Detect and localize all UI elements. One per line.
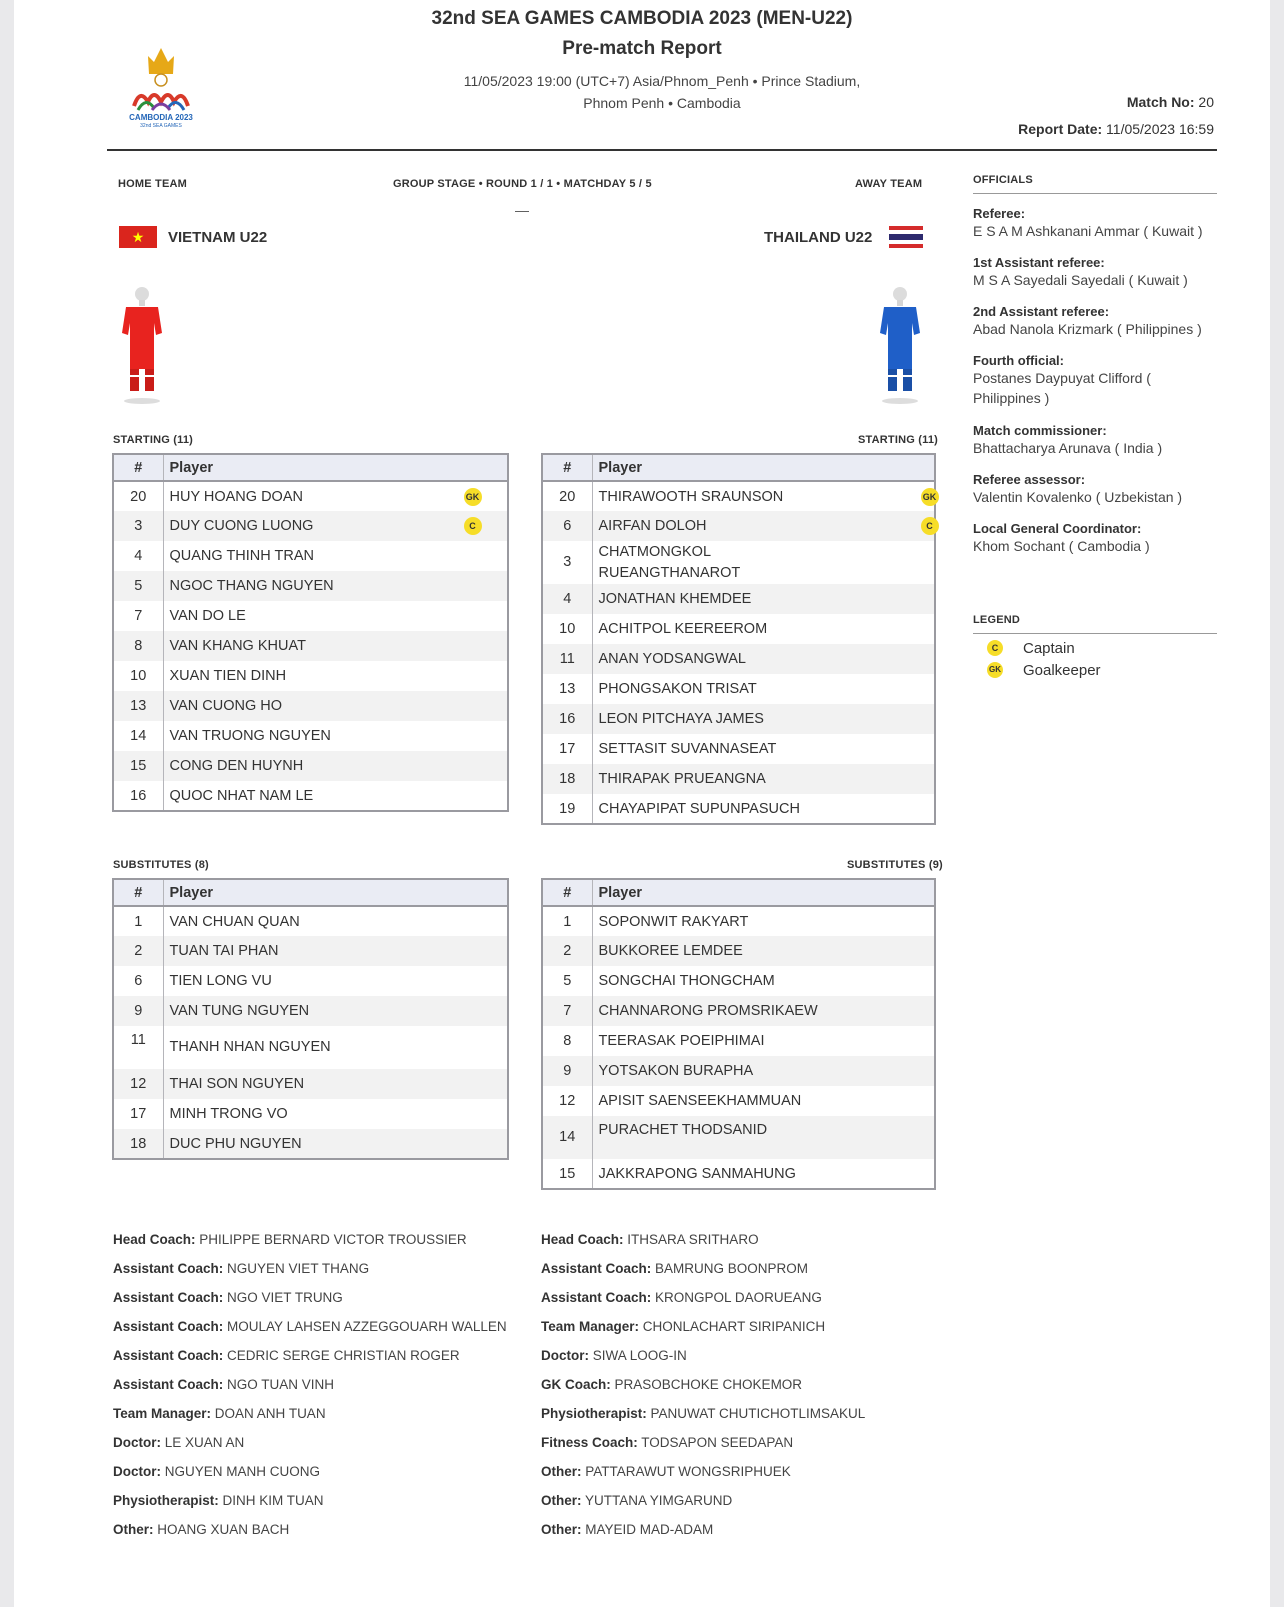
vietnam-flag-icon: ★	[119, 226, 157, 248]
table-row	[542, 481, 935, 511]
staff-name: YUTTANA YIMGARUND	[585, 1493, 733, 1508]
player-number: 16	[113, 781, 163, 811]
player-name: ACHITPOL KEEREEROM	[598, 621, 768, 637]
player-name-text: DUY CUONG LUONG	[169, 518, 314, 534]
staff-role: Assistant Coach:	[541, 1261, 652, 1276]
official-name: Khom Sochant ( Cambodia )	[973, 538, 1150, 554]
official-item	[973, 206, 1223, 255]
staff-name: KRONGPOL DAORUEANG	[655, 1290, 822, 1305]
staff-role: Fitness Coach:	[541, 1435, 638, 1450]
staff-name: DINH KIM TUAN	[222, 1493, 324, 1508]
goalkeeper-badge-icon: GK	[987, 662, 1003, 678]
legend-label: Captain	[1023, 639, 1075, 657]
staff-role: Other:	[541, 1464, 582, 1479]
captain-badge-icon: C	[921, 517, 939, 535]
table-row	[113, 571, 508, 601]
report-date-label: Report Date:	[1018, 121, 1103, 137]
report-date	[1018, 121, 1214, 137]
staff-role: Other:	[541, 1522, 582, 1537]
staff-row	[113, 1319, 523, 1348]
logo-subcaption: 32nd SEA GAMES	[140, 123, 182, 129]
staff-role: Assistant Coach:	[541, 1290, 652, 1305]
number-column-header: #	[113, 879, 163, 906]
player-number: 10	[113, 661, 163, 691]
table-row	[542, 764, 935, 794]
official-item	[973, 304, 1223, 353]
home-subs-label: SUBSTITUTES (8)	[113, 859, 209, 871]
player-name: CHAYAPIPAT SUPUNPASUCH	[598, 800, 800, 817]
legend-heading: LEGEND	[973, 614, 1021, 626]
number-column-header: #	[113, 454, 163, 481]
player-name	[592, 481, 935, 511]
staff-row	[541, 1232, 961, 1261]
player-name: SETTASIT SUVANNASEAT	[598, 741, 777, 757]
away-kit-icon	[878, 285, 922, 410]
official-name: Abad Nanola Krizmark ( Philippines )	[973, 321, 1202, 337]
table-row	[542, 1116, 935, 1159]
player-column-header: Player	[163, 879, 508, 906]
staff-name: NGUYEN MANH CUONG	[164, 1464, 321, 1479]
player-number: 11	[542, 644, 592, 674]
staff-row	[113, 1435, 523, 1464]
table-row	[542, 584, 935, 614]
player-name: SONGCHAI THONGCHAM	[598, 973, 775, 989]
away-starting-label: STARTING (11)	[858, 434, 939, 446]
staff-row	[541, 1435, 961, 1464]
player-name: THAI SON NGUYEN	[163, 1069, 508, 1099]
staff-role: Assistant Coach:	[113, 1377, 224, 1392]
player-number: 10	[542, 614, 592, 644]
table-row	[113, 1099, 508, 1129]
official-name-line-2: Philippines )	[973, 390, 1050, 406]
staff-row	[113, 1522, 523, 1551]
staff-name: PANUWAT CHUTICHOTLIMSAKUL	[650, 1406, 866, 1421]
away-staff-list	[541, 1232, 961, 1551]
player-number: 8	[542, 1026, 592, 1056]
staff-name: NGUYEN VIET THANG	[227, 1261, 370, 1276]
official-item	[973, 423, 1223, 472]
table-row	[542, 794, 935, 824]
staff-role: Assistant Coach:	[113, 1261, 224, 1276]
staff-role: Assistant Coach:	[113, 1290, 224, 1305]
staff-name: PHILIPPE BERNARD VICTOR TROUSSIER	[199, 1232, 467, 1247]
staff-name: NGO VIET TRUNG	[227, 1290, 343, 1305]
official-role: Fourth official:	[973, 353, 1064, 368]
player-column-header: Player	[592, 454, 935, 481]
player-name: TEERASAK POEIPHIMAI	[598, 1033, 765, 1049]
home-team-name: VIETNAM U22	[168, 229, 268, 246]
player-name: JONATHAN KHEMDEE	[592, 584, 935, 614]
official-name: Postanes Daypuyat Clifford (	[973, 370, 1151, 386]
staff-role: Head Coach:	[541, 1232, 624, 1247]
player-name: VAN KHANG KHUAT	[163, 631, 508, 661]
match-datetime-venue: 11/05/2023 19:00 (UTC+7) Asia/Phnom_Penh • Prince Stadium,	[463, 73, 861, 89]
staff-row	[541, 1493, 961, 1522]
official-item	[973, 472, 1223, 521]
home-kit-icon	[120, 285, 164, 410]
officials-heading: OFFICIALS	[973, 174, 1033, 186]
staff-row	[541, 1290, 961, 1319]
staff-row	[541, 1464, 961, 1493]
player-name: NGOC THANG NGUYEN	[163, 571, 508, 601]
player-column-header: Player	[163, 454, 508, 481]
player-name: QUANG THINH TRAN	[169, 548, 314, 564]
staff-role: Doctor:	[541, 1348, 589, 1363]
table-row	[113, 1069, 508, 1099]
player-name: QUOC NHAT NAM LE	[169, 787, 314, 804]
player-name: YOTSAKON BURAPHA	[592, 1056, 935, 1086]
officials-list	[973, 206, 1223, 570]
staff-name: LE XUAN AN	[164, 1435, 245, 1450]
table-row	[542, 966, 935, 996]
match-meta	[442, 70, 882, 114]
staff-row	[113, 1348, 523, 1377]
goalkeeper-badge-icon: GK	[464, 488, 482, 506]
player-number: 4	[542, 584, 592, 614]
player-number: 5	[113, 571, 163, 601]
home-staff-list	[113, 1232, 523, 1551]
staff-name: CEDRIC SERGE CHRISTIAN ROGER	[227, 1348, 460, 1363]
table-row	[113, 906, 508, 936]
report-subtitle: Pre-match Report	[562, 38, 722, 59]
staff-name: NGO TUAN VINH	[227, 1377, 335, 1392]
player-number: 11	[113, 1026, 163, 1069]
player-name: VAN DO LE	[169, 608, 246, 624]
match-no-label: Match No:	[1126, 94, 1195, 110]
player-name: PHONGSAKON TRISAT	[598, 681, 757, 697]
staff-role: Physiotherapist:	[113, 1493, 219, 1508]
table-header	[113, 879, 508, 906]
legend-item-captain	[987, 637, 1075, 659]
staff-role: Assistant Coach:	[113, 1348, 224, 1363]
thailand-flag-icon	[889, 226, 923, 248]
table-row	[542, 1056, 935, 1086]
player-number: 7	[542, 996, 592, 1026]
player-name: TIEN LONG VU	[169, 973, 272, 989]
table-row	[113, 1026, 508, 1069]
player-number: 1	[542, 906, 592, 936]
table-row	[542, 614, 935, 644]
staff-role: Doctor:	[113, 1464, 161, 1479]
player-number: 17	[542, 734, 592, 764]
staff-name: PATTARAWUT WONGSRIPHUEK	[585, 1464, 791, 1479]
home-starting-table	[112, 453, 509, 812]
logo-caption: CAMBODIA 2023	[129, 113, 193, 122]
table-row	[542, 511, 935, 541]
captain-badge-icon: C	[464, 517, 482, 535]
official-role: Referee assessor:	[973, 472, 1086, 487]
captain-badge-icon: C	[987, 640, 1003, 656]
official-name: Valentin Kovalenko ( Uzbekistan )	[973, 489, 1183, 505]
home-subs-table	[112, 878, 509, 1160]
official-role: Referee:	[973, 206, 1026, 221]
table-row	[542, 1086, 935, 1116]
staff-role: Team Manager:	[113, 1406, 212, 1421]
player-number: 15	[113, 751, 163, 781]
staff-name: DOAN ANH TUAN	[214, 1406, 326, 1421]
staff-role: Other:	[113, 1522, 154, 1537]
staff-role: Physiotherapist:	[541, 1406, 647, 1421]
player-number: 18	[113, 1129, 163, 1159]
player-number: 17	[113, 1099, 163, 1129]
official-name: E S A M Ashkanani Ammar ( Kuwait )	[973, 223, 1203, 239]
player-name	[592, 511, 935, 541]
match-number	[1127, 94, 1214, 110]
staff-row	[541, 1406, 961, 1435]
table-row	[113, 751, 508, 781]
player-number: 4	[113, 541, 163, 571]
player-name: VAN CHUAN QUAN	[169, 913, 300, 930]
staff-name: BAMRUNG BOONPROM	[655, 1261, 809, 1276]
player-name	[163, 481, 508, 511]
player-number: 13	[113, 691, 163, 721]
player-number: 7	[113, 601, 163, 631]
player-name: CHANNARONG PROMSRIKAEW	[592, 996, 935, 1026]
table-row	[542, 704, 935, 734]
score-placeholder: —	[515, 202, 529, 218]
player-name: TUAN TAI PHAN	[163, 936, 508, 966]
official-role: 1st Assistant referee:	[973, 255, 1105, 270]
official-item	[973, 521, 1223, 570]
table-row	[542, 1159, 935, 1189]
player-name: VAN TRUONG NGUYEN	[169, 728, 331, 744]
table-row	[113, 541, 508, 571]
player-number: 2	[113, 936, 163, 966]
player-name: APISIT SAENSEEKHAMMUAN	[598, 1093, 802, 1109]
table-row	[542, 674, 935, 704]
table-row	[542, 734, 935, 764]
staff-row	[541, 1261, 961, 1290]
staff-row	[541, 1348, 961, 1377]
staff-name: CHONLACHART SIRIPANICH	[642, 1319, 826, 1334]
away-starting-table	[541, 453, 936, 825]
staff-row	[113, 1464, 523, 1493]
report-title: 32nd SEA GAMES CAMBODIA 2023 (MEN-U22)	[431, 8, 853, 29]
player-number: 20	[113, 481, 163, 511]
player-number: 16	[542, 704, 592, 734]
table-row	[113, 481, 508, 511]
player-number: 1	[113, 906, 163, 936]
table-row	[113, 966, 508, 996]
away-subs-label: SUBSTITUTES (9)	[847, 859, 943, 871]
table-row	[113, 1129, 508, 1159]
staff-name: HOANG XUAN BACH	[157, 1522, 290, 1537]
player-number: 6	[542, 511, 592, 541]
player-name: THIRAPAK PRUEANGNA	[592, 764, 935, 794]
staff-role: Head Coach:	[113, 1232, 196, 1247]
staff-name: ITHSARA SRITHARO	[627, 1232, 759, 1247]
player-name: PURACHET THODSANID	[592, 1116, 935, 1159]
table-row	[113, 691, 508, 721]
match-no-value: 20	[1198, 94, 1214, 110]
player-number: 15	[542, 1159, 592, 1189]
report-date-value: 11/05/2023 16:59	[1106, 121, 1214, 137]
home-team-label: HOME TEAM	[118, 178, 188, 190]
player-name: CONG DEN HUYNH	[163, 751, 508, 781]
player-number: 13	[542, 674, 592, 704]
match-location: Phnom Penh • Cambodia	[583, 95, 741, 111]
table-row	[113, 511, 508, 541]
player-number: 9	[542, 1056, 592, 1086]
table-row	[542, 936, 935, 966]
player-name-text: AIRFAN DOLOH	[598, 518, 707, 534]
player-number: 6	[113, 966, 163, 996]
staff-row	[113, 1261, 523, 1290]
player-name: BUKKOREE LEMDEE	[592, 936, 935, 966]
number-column-header: #	[542, 879, 592, 906]
player-name: THANH NHAN NGUYEN	[169, 1039, 331, 1055]
player-number: 19	[542, 794, 592, 824]
table-row	[542, 541, 935, 584]
staff-row	[541, 1522, 961, 1551]
player-name: ANAN YODSANGWAL	[592, 644, 935, 674]
staff-row	[541, 1377, 961, 1406]
staff-row	[113, 1290, 523, 1319]
away-team-name: THAILAND U22	[764, 229, 873, 246]
staff-row	[113, 1377, 523, 1406]
table-row	[542, 996, 935, 1026]
legend-label: Goalkeeper	[1023, 661, 1101, 679]
staff-row	[113, 1493, 523, 1522]
player-column-header: Player	[592, 879, 935, 906]
player-number: 3	[542, 541, 592, 584]
player-number: 14	[113, 721, 163, 751]
home-starting-label: STARTING (11)	[113, 434, 194, 446]
staff-role: Doctor:	[113, 1435, 161, 1450]
player-name: MINH TRONG VO	[169, 1106, 288, 1122]
stage-info: GROUP STAGE • ROUND 1 / 1 • MATCHDAY 5 / 5	[393, 178, 652, 190]
away-subs-table	[541, 878, 936, 1190]
player-number: 20	[542, 481, 592, 511]
player-number: 8	[113, 631, 163, 661]
table-row	[113, 781, 508, 811]
player-number: 18	[542, 764, 592, 794]
staff-role: Team Manager:	[541, 1319, 640, 1334]
legend-divider	[973, 633, 1217, 634]
player-name-line-2: RUEANGTHANAROT	[598, 564, 741, 581]
official-name: M S A Sayedali Sayedali ( Kuwait )	[973, 272, 1188, 288]
staff-name: PRASOBCHOKE CHOKEMOR	[614, 1377, 803, 1392]
player-name	[163, 511, 508, 541]
player-name: XUAN TIEN DINH	[169, 668, 287, 684]
goalkeeper-badge-icon: GK	[921, 488, 939, 506]
player-number: 5	[542, 966, 592, 996]
staff-name: MAYEID MAD-ADAM	[585, 1522, 714, 1537]
table-row	[113, 661, 508, 691]
table-row	[113, 936, 508, 966]
staff-name: SIWA LOOG-IN	[592, 1348, 687, 1363]
header-divider	[107, 149, 1217, 151]
staff-name: MOULAY LAHSEN AZZEGGOUARH WALLEN	[227, 1319, 507, 1334]
table-header	[542, 454, 935, 481]
official-role: 2nd Assistant referee:	[973, 304, 1110, 319]
player-number: 9	[113, 996, 163, 1026]
player-name-line-1: CHATMONGKOL	[598, 543, 712, 560]
official-item	[973, 353, 1223, 423]
player-name-text: HUY HOANG DOAN	[169, 488, 303, 505]
staff-name: TODSAPON SEEDAPAN	[641, 1435, 794, 1450]
legend-item-goalkeeper	[987, 659, 1101, 681]
staff-row	[113, 1232, 523, 1261]
table-row	[113, 721, 508, 751]
player-name	[592, 541, 935, 584]
player-name: VAN TUNG NGUYEN	[163, 996, 508, 1026]
table-row	[113, 601, 508, 631]
player-name: JAKKRAPONG SANMAHUNG	[598, 1165, 796, 1182]
official-role: Local General Coordinator:	[973, 521, 1142, 536]
table-header	[113, 454, 508, 481]
table-row	[542, 906, 935, 936]
official-item	[973, 255, 1223, 304]
player-number: 14	[542, 1116, 592, 1159]
staff-row	[113, 1406, 523, 1435]
official-name: Bhattacharya Arunava ( India )	[973, 440, 1163, 456]
official-role: Match commissioner:	[973, 423, 1107, 438]
table-row	[542, 644, 935, 674]
table-row	[542, 1026, 935, 1056]
player-name: LEON PITCHAYA JAMES	[592, 704, 935, 734]
staff-role: GK Coach:	[541, 1377, 611, 1392]
player-name: SOPONWIT RAKYART	[598, 913, 749, 930]
player-number: 2	[542, 936, 592, 966]
table-header	[542, 879, 935, 906]
player-number: 12	[542, 1086, 592, 1116]
staff-role: Assistant Coach:	[113, 1319, 224, 1334]
player-name: DUC PHU NGUYEN	[163, 1129, 508, 1159]
table-row	[113, 996, 508, 1026]
table-row	[113, 631, 508, 661]
staff-role: Other:	[541, 1493, 582, 1508]
away-team-label: AWAY TEAM	[855, 178, 923, 190]
officials-divider	[973, 193, 1217, 194]
number-column-header: #	[542, 454, 592, 481]
player-number: 12	[113, 1069, 163, 1099]
player-name-text: THIRAWOOTH SRAUNSON	[598, 488, 784, 505]
staff-row	[541, 1319, 961, 1348]
player-name: VAN CUONG HO	[163, 691, 508, 721]
player-number: 3	[113, 511, 163, 541]
